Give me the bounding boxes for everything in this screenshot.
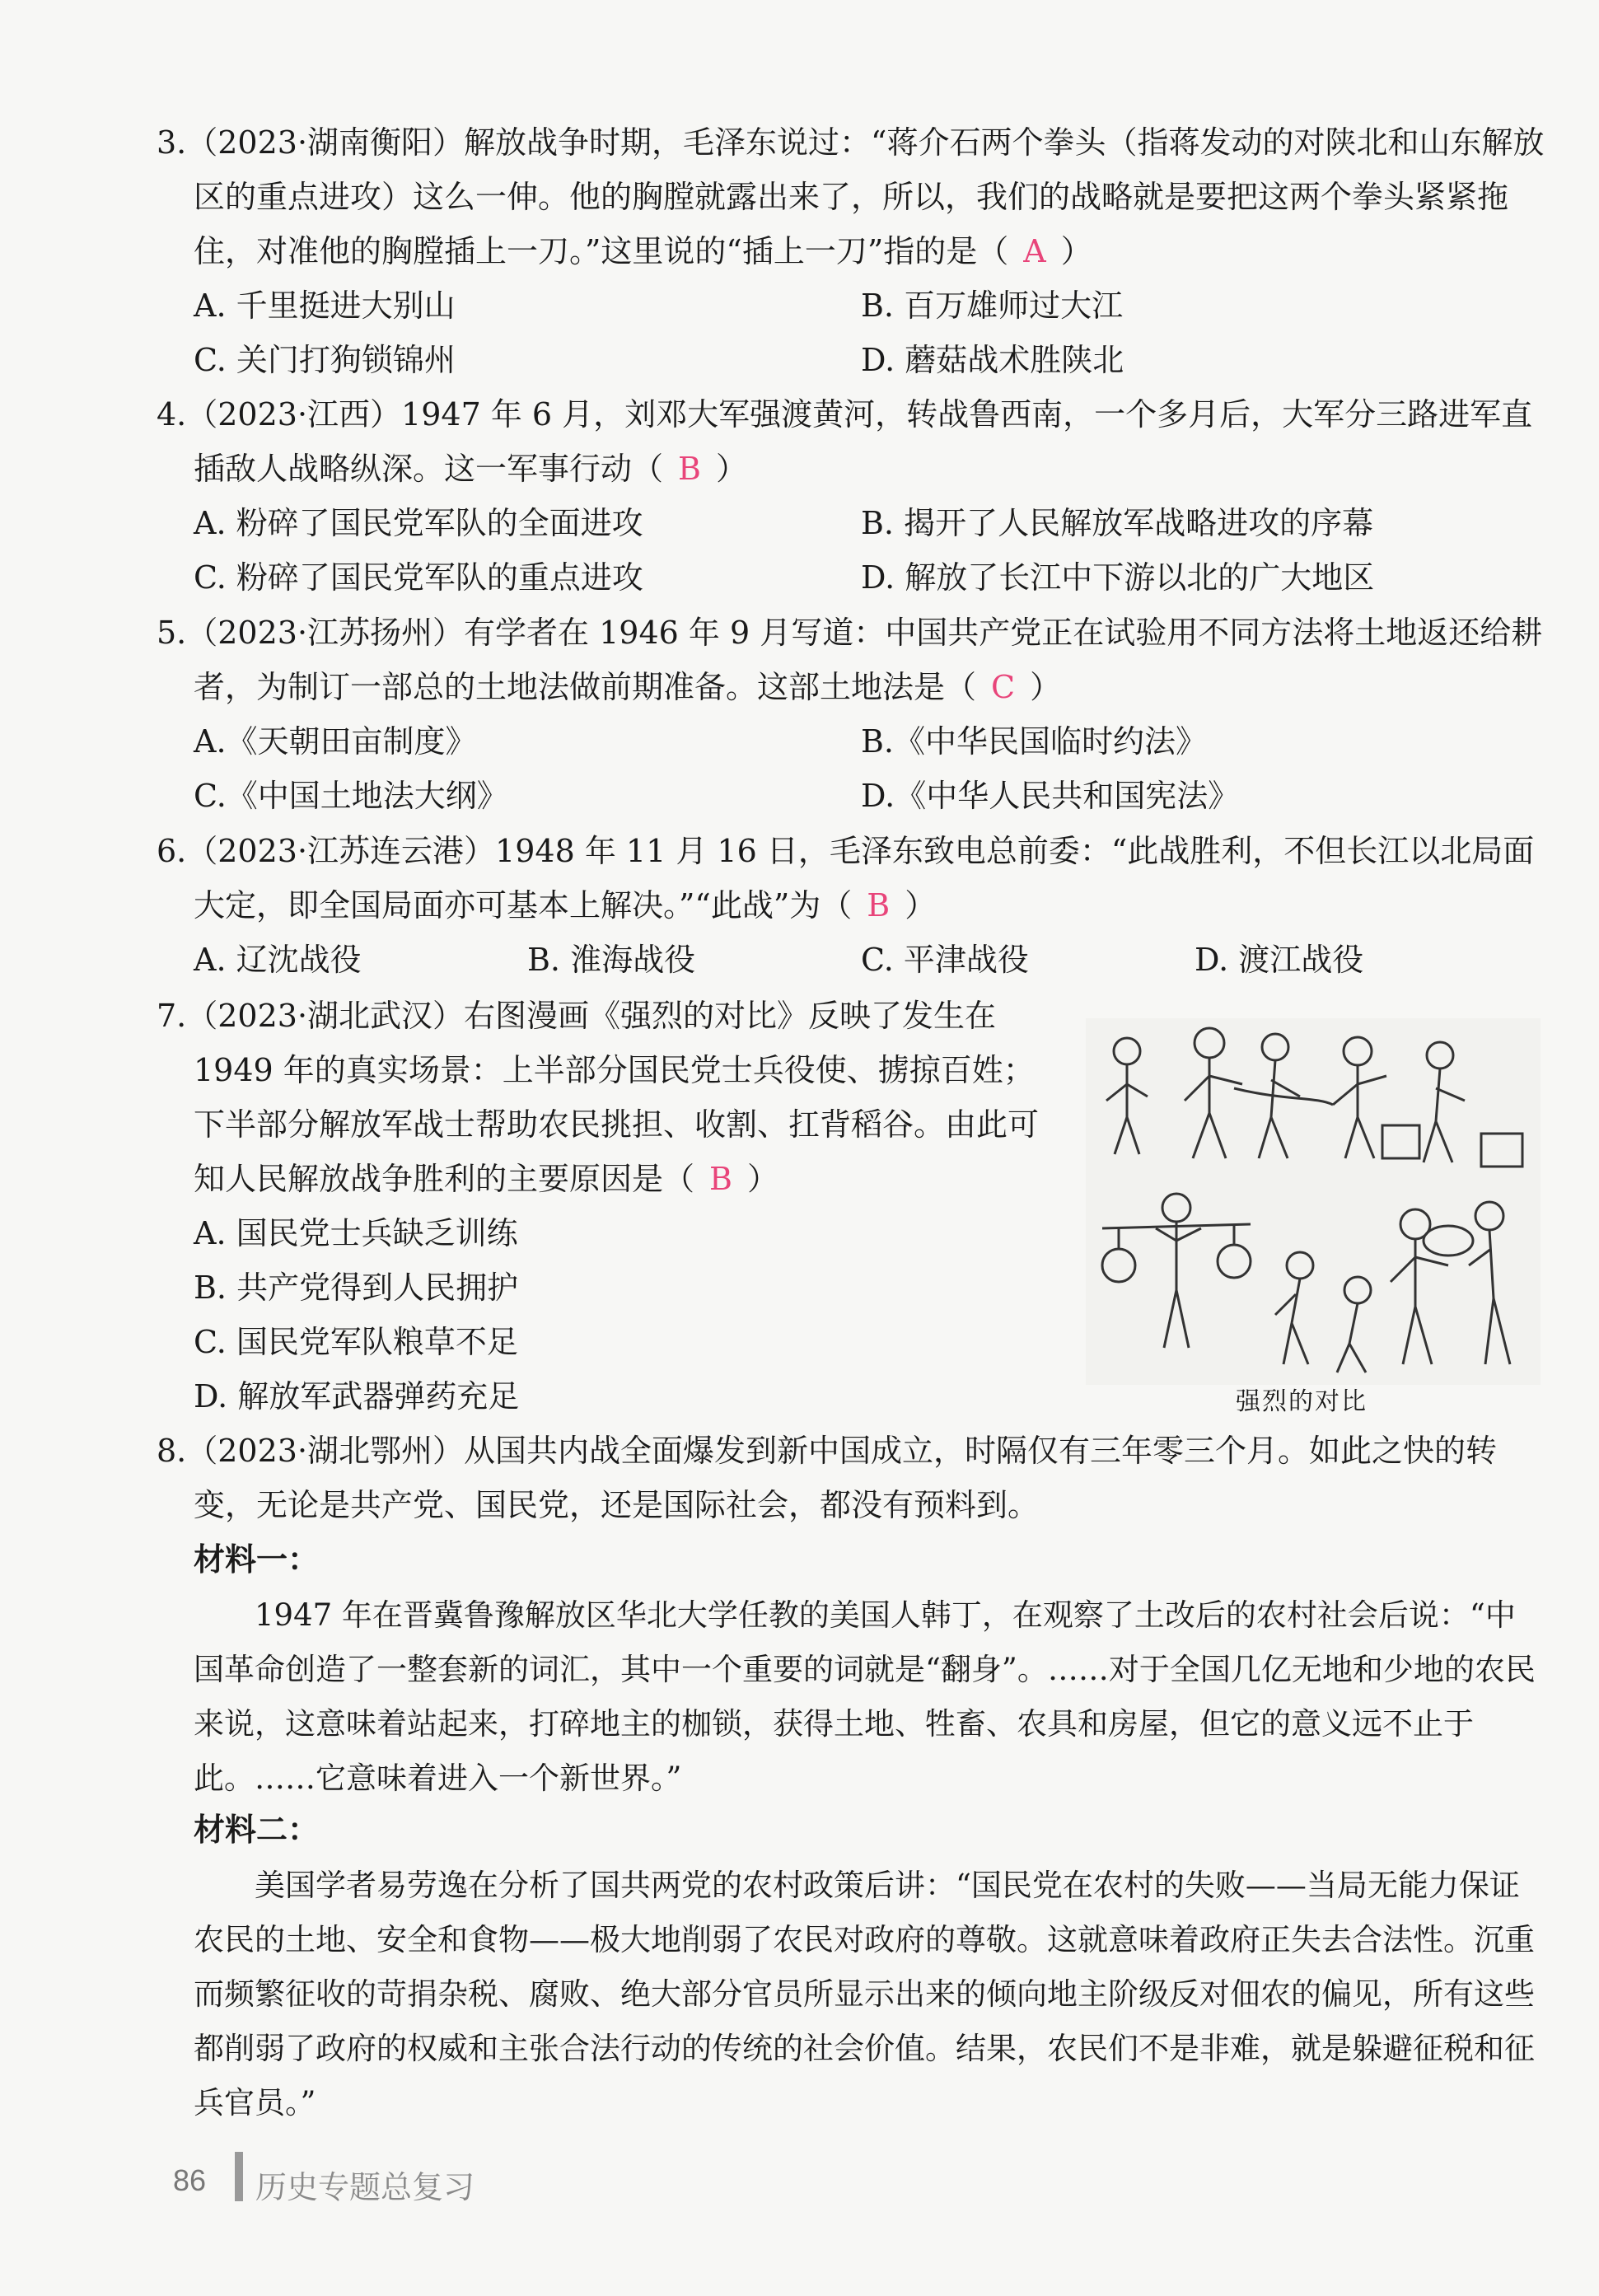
question-7-options [194, 1206, 1063, 1424]
option-d: D.《中华人民共和国宪法》 [861, 778, 1240, 814]
question-6-stem: 6.（2023·江苏连云港）1948 年 11 月 16 日，毛泽东致电总前委：“此战胜利，不但长江以北局面大定，即全国局面亦可基本上解决。”“此战”为（ B ） [157, 833, 1535, 924]
option-c: C. 粉碎了国民党军队的重点进攻 [194, 559, 643, 596]
book-title: 历史专题总复习 [255, 2171, 475, 2205]
option-d: D. 渡江战役 [1195, 942, 1364, 978]
option-a: A. 国民党士兵缺乏训练 [194, 1215, 518, 1251]
option-a: A. 粉碎了国民党军队的全面进攻 [194, 505, 643, 541]
option-b: B. 百万雄师过大江 [861, 288, 1124, 324]
question-6 [157, 824, 1545, 987]
question-6-options [194, 933, 1545, 987]
cartoon-illustration [1086, 1018, 1541, 1385]
question-5 [157, 606, 1545, 823]
question-8 [157, 1424, 1545, 1532]
option-b: B.《中华民国临时约法》 [861, 723, 1208, 760]
option-b: B. 共产党得到人民拥护 [194, 1270, 519, 1306]
material-2-text: 美国学者易劳逸在分析了国共两党的农村政策后讲：“国民党在农村的失败——当局无能力保证农民的土地、安全和食物——极大地削弱了农民对政府的尊敬。这就意味着政府正失去合法性。沉重而频繁征收的苛捐杂税、腐败、绝大部分官员所显示出来的倾向地主阶级反对佃农的偏见，所有这些都削弱了政府的权威和主张合法行动的传统的社会价值。结果，农民们不是非难，就是躲避征税和征兵官员。” [194, 1868, 1535, 2121]
option-b: B. 淮海战役 [527, 942, 696, 978]
material-1-text: 1947 年在晋冀鲁豫解放区华北大学任教的美国人韩丁，在观察了土改后的农村社会后说：“中国革命创造了一整套新的词汇，其中一个重要的词就是“翻身”。……对于全国几亿无地和少地的农民来说，这意味着站起来，打碎地主的枷锁，获得土地、牲畜、农具和房屋，但它的意义远不止于此。……它意味着进入一个新世界。” [194, 1597, 1536, 1796]
option-b: B. 揭开了人民解放军战略进攻的序幕 [861, 505, 1374, 541]
option-d: D. 解放军武器弹药充足 [194, 1378, 520, 1415]
question-4-stem: 4.（2023·江西）1947 年 6 月，刘邓大军强渡黄河，转战鲁西南，一个多月后，大军分三路进军直插敌人战略纵深。这一军事行动（ B ） [157, 396, 1533, 487]
question-7-stem: 7.（2023·湖北武汉）右图漫画《强烈的对比》反映了发生在1949 年的真实场景：上半部分国民党士兵役使、掳掠百姓；下半部分解放军战士帮助农民挑担、收割、扛背稻谷。由此可知人民解放战争胜利的主要原因是（ B ） [157, 998, 1040, 1197]
question-7-answer: B [709, 1161, 732, 1197]
material-1-title: 材料一： [194, 1541, 320, 1578]
option-a: A.《天朝田亩制度》 [194, 723, 477, 760]
question-3-options [194, 278, 1545, 387]
question-4-options [194, 496, 1545, 605]
question-3-answer: A [1023, 233, 1046, 269]
cartoon-caption: 强烈的对比 [1236, 1387, 1368, 1416]
question-5-stem: 5.（2023·江苏扬州）有学者在 1946 年 9 月写道：中国共产党正在试验用不同方法将土地返还给耕者，为制订一部总的土地法做前期准备。这部土地法是（ C ） [157, 615, 1543, 705]
option-c: C.《中国土地法大纲》 [194, 778, 508, 814]
option-d: D. 蘑菇战术胜陕北 [861, 342, 1124, 378]
option-c: C. 平津战役 [861, 942, 1029, 978]
page-number: 86 [173, 2163, 207, 2197]
question-6-answer: B [867, 887, 891, 924]
question-4-answer: B [678, 451, 701, 487]
material-2-title: 材料二： [194, 1811, 320, 1848]
option-a: A. 千里挺进大别山 [194, 288, 456, 324]
question-8-stem: 8.（2023·湖北鄂州）从国共内战全面爆发到新中国成立，时隔仅有三年零三个月。如此之快的转变，无论是共产党、国民党，还是国际社会，都没有预料到。 [157, 1433, 1498, 1523]
option-a: A. 辽沈战役 [194, 942, 362, 978]
question-5-options [194, 714, 1545, 823]
question-4 [157, 387, 1545, 605]
question-5-answer: C [991, 669, 1016, 705]
question-7 [157, 989, 1063, 1424]
question-3-stem: 3.（2023·湖南衡阳）解放战争时期，毛泽东说过：“蒋介石两个拳头（指蒋发动的对陕北和山东解放区的重点进攻）这么一伸。他的胸膛就露出来了，所以，我们的战略就是要把这两个拳头紧紧拖住，对准他的胸膛插上一刀。”这里说的“插上一刀”指的是（ A ） [157, 124, 1545, 269]
option-d: D. 解放了长江中下游以北的广大地区 [861, 559, 1375, 596]
option-c: C. 关门打狗锁锦州 [194, 342, 456, 378]
question-3 [157, 115, 1545, 387]
footer-divider [235, 2152, 243, 2201]
option-c: C. 国民党军队粮草不足 [194, 1324, 518, 1360]
